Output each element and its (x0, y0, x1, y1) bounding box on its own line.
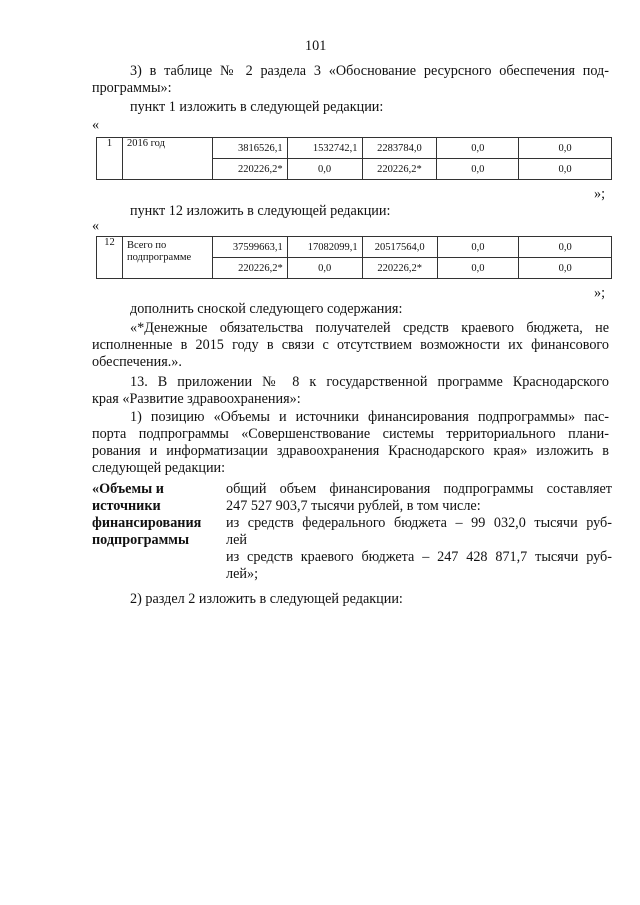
table-cell: 0,0 (437, 159, 519, 180)
table-cell: 0,0 (519, 159, 612, 180)
table-row (97, 138, 612, 159)
table-row (97, 237, 612, 258)
text-line: порта подпрограммы «Совершенствование системы территориального плани- (92, 426, 609, 442)
paragraph-table2-intro (92, 63, 609, 97)
text-line: лей (226, 532, 247, 548)
paragraph-appendix-8 (92, 374, 609, 408)
text-line: 247 527 903,7 тысячи рублей, в том числе: (226, 498, 481, 514)
quote-open-mark: « (92, 117, 100, 133)
quote-open-mark: « (92, 218, 100, 234)
table-cell: 37599663,1 (212, 237, 287, 258)
text-line: «*Денежные обязательства получателей средств краевого бюджета, не (130, 320, 609, 336)
passport-value (226, 481, 612, 583)
table-cell: 220226,2* (212, 159, 287, 180)
label-line: Всего по (126, 240, 167, 251)
quote-close-mark: »; (594, 285, 606, 301)
text-line: 3) в таблице № 2 раздела 3 «Обоснование ресурсного обеспечения под- (130, 63, 609, 79)
text-line: края «Развитие здравоохранения»: (92, 391, 301, 407)
table-cell: 3816526,1 (212, 138, 287, 159)
table-cell: 20517564,0 (362, 237, 437, 258)
text-line: рования и информатизации здравоохранения Краснодарского края» изложить в (92, 443, 609, 459)
page-number: 101 (305, 38, 327, 54)
table-cell: 220226,2* (212, 258, 287, 279)
table-cell: 1532742,1 (287, 138, 362, 159)
table-cell: 0,0 (287, 258, 362, 279)
text-line: исполненные в 2015 году в связи с отсутствием возможности их финансового (92, 337, 609, 353)
paragraph-item12: пункт 12 изложить в следующей редакции: (130, 203, 391, 219)
label-line: источники (92, 498, 161, 514)
label-line: подпрограмме (126, 252, 192, 263)
paragraph-section-2: 2) раздел 2 изложить в следующей редакции: (130, 591, 403, 607)
quote-close-mark: »; (594, 186, 606, 202)
text-line: из средств федерального бюджета – 99 032,0 тысячи руб- (226, 515, 612, 531)
paragraph-passport-position (92, 409, 609, 477)
table-cell-num: 12 (97, 237, 123, 279)
label-line: «Объемы и (92, 481, 164, 497)
text-line: 1) позицию «Объемы и источники финансирования подпрограммы» пас- (130, 409, 609, 425)
table-cell: 2283784,0 (362, 138, 437, 159)
table-cell: 0,0 (437, 138, 519, 159)
text-line: общий объем финансирования подпрограммы составляет (226, 481, 612, 497)
paragraph-footnote-intro: дополнить сноской следующего содержания: (130, 301, 403, 317)
table-cell-label: 2016 год (122, 138, 212, 180)
label-line: финансирования (92, 515, 202, 531)
text-line: из средств краевого бюджета – 247 428 871,7 тысячи руб- (226, 549, 612, 565)
text-line: обеспечения.». (92, 354, 182, 370)
table-cell: 0,0 (437, 237, 519, 258)
label-line: подпрограммы (92, 532, 190, 548)
table-cell-num: 1 (97, 138, 123, 180)
text-line: программы»: (92, 80, 172, 96)
table-item-1 (96, 137, 612, 180)
paragraph-footnote (92, 320, 609, 371)
paragraph-item1: пункт 1 изложить в следующей редакции: (130, 99, 384, 115)
text-line: 13. В приложении № 8 к государственной программе Краснодарского (130, 374, 609, 390)
table-cell: 0,0 (437, 258, 519, 279)
text-line: лей»; (226, 566, 259, 582)
table-cell: 0,0 (519, 237, 612, 258)
table-cell: 0,0 (287, 159, 362, 180)
table-cell: 17082099,1 (287, 237, 362, 258)
text-line: следующей редакции: (92, 460, 226, 476)
table-cell: 0,0 (519, 138, 612, 159)
table-cell: 220226,2* (362, 159, 437, 180)
table-cell: 0,0 (519, 258, 612, 279)
table-cell: 220226,2* (362, 258, 437, 279)
passport-label (92, 481, 220, 549)
table-item-12 (96, 236, 612, 279)
table-cell-label (122, 237, 212, 279)
